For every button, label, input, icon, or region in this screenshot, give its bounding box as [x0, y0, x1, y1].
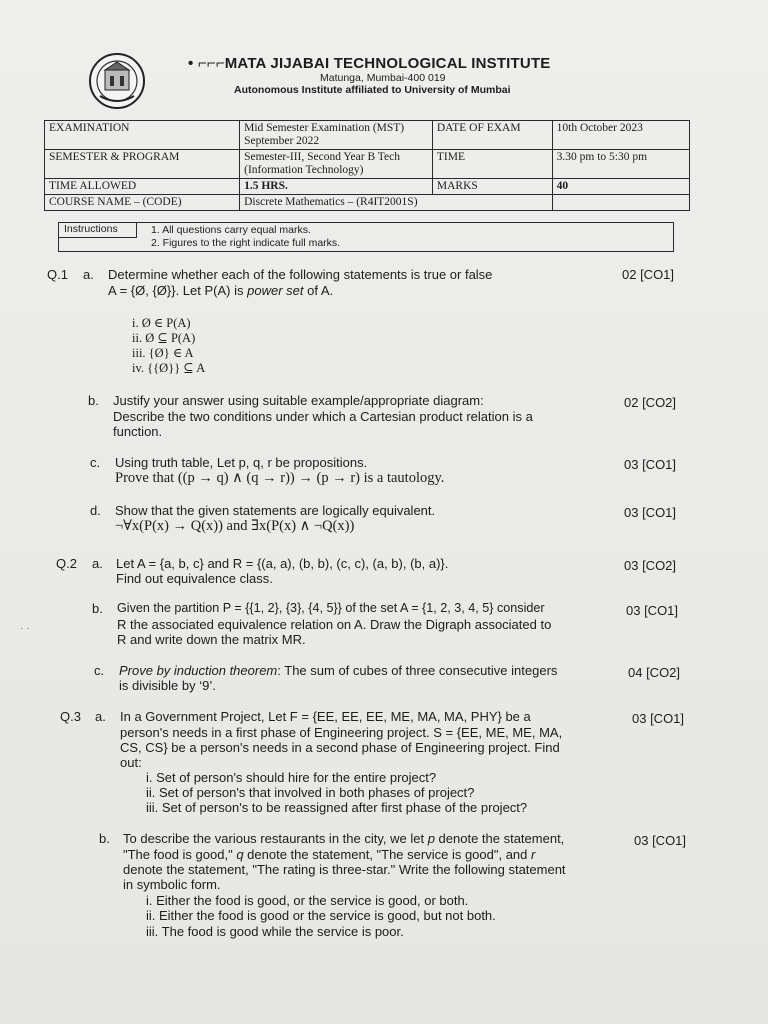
- question-text-part: "The food is good,": [123, 847, 237, 862]
- question-text-part: : The sum of cubes of three consecutive integers: [277, 663, 558, 678]
- question-text: [123, 847, 535, 862]
- table-row: [45, 195, 690, 211]
- question-number: Q.3: [60, 709, 81, 724]
- question-text: denote the statement, "The rating is three-star." Write the following statement: [123, 862, 566, 877]
- question-text: out:: [120, 755, 142, 770]
- instruction-item: 1. All questions carry equal marks.: [151, 224, 311, 236]
- question-marks: 02 [CO2]: [624, 395, 677, 410]
- question-text: in symbolic form.: [123, 877, 221, 892]
- variable-p: p: [427, 831, 435, 846]
- time-allowed-value: 1.5 HRS.: [240, 179, 433, 195]
- institute-affiliation: Autonomous Institute affiliated to University of Mumbai: [234, 84, 511, 96]
- question-text: CS, CS} be a person's needs in a second phase of Engineering project. Find: [120, 740, 560, 755]
- sub-item: i. Ø ∈ P(A): [132, 316, 191, 330]
- question-text: Describe the two conditions under which a Cartesian product relation is a: [113, 409, 533, 424]
- question-text: [123, 831, 564, 846]
- table-row: [45, 121, 690, 150]
- sub-item: ii. Either the food is good or the service is good, but not both.: [146, 908, 496, 923]
- question-text-part: denote the statement,: [434, 831, 565, 846]
- sub-item: iii. Set of person's to be reassigned after first phase of the project?: [146, 800, 528, 815]
- variable-q: q: [236, 847, 244, 862]
- sub-item: ii. Ø ⊆ P(A): [132, 331, 196, 345]
- question-text: Show that the given statements are logically equivalent.: [115, 503, 436, 518]
- question-letter: a.: [92, 556, 103, 571]
- time-value: 3.30 pm to 5:30 pm: [552, 150, 689, 179]
- question-marks: 03 [CO1]: [624, 505, 677, 520]
- examination-label: EXAMINATION: [45, 121, 240, 150]
- question-letter: d.: [90, 503, 101, 518]
- question-text-emphasis: power set: [247, 283, 304, 298]
- question-text-part: A = {Ø, {Ø}}. Let P(A) is: [108, 283, 248, 298]
- question-text: Determine whether each of the following statements is true or false: [108, 267, 493, 282]
- question-text: Given the partition P = {{1, 2}, {3}, {4, 5}} of the set A = {1, 2, 3, 4, 5} consider: [117, 601, 545, 615]
- question-text-part: denote the statement, "The service is good", and: [243, 847, 532, 862]
- empty-cell: [552, 195, 689, 211]
- instruction-item: 2. Figures to the right indicate full marks.: [151, 237, 341, 249]
- sub-item: i. Set of person's should hire for the entire project?: [146, 770, 437, 785]
- examination-value: Mid Semester Examination (MST) September 2022: [240, 121, 433, 150]
- time-allowed-label: TIME ALLOWED: [45, 179, 240, 195]
- question-formula: Prove that ((p → q) ∧ (q → r)) → (p → r) is a tautology.: [115, 470, 445, 486]
- variable-r: r: [531, 847, 536, 862]
- question-letter: c.: [94, 663, 105, 678]
- table-row: [45, 150, 690, 179]
- question-marks: 03 [CO2]: [624, 558, 677, 573]
- question-text: [119, 663, 557, 678]
- question-text: Find out equivalence class.: [116, 571, 273, 586]
- date-label: DATE OF EXAM: [432, 121, 552, 150]
- sub-item: iv. {{Ø}} ⊆ A: [132, 361, 206, 375]
- question-marks: 04 [CO2]: [628, 665, 681, 680]
- semester-label: SEMESTER & PROGRAM: [45, 150, 240, 179]
- question-text: Justify your answer using suitable example/appropriate diagram:: [113, 393, 484, 408]
- question-marks: 02 [CO1]: [622, 267, 675, 282]
- question-text-emphasis: Prove by induction theorem: [119, 663, 278, 678]
- question-marks: 03 [CO1]: [634, 833, 687, 848]
- instructions-box: [58, 222, 674, 252]
- question-number: Q.2: [56, 556, 77, 571]
- marks-value: 40: [552, 179, 689, 195]
- question-text: R and write down the matrix MR.: [117, 632, 306, 647]
- sub-item: ii. Set of person's that involved in both phases of project?: [146, 785, 475, 800]
- sub-item: i. Either the food is good, or the service is good, or both.: [146, 893, 469, 908]
- course-label: COURSE NAME – (CODE): [45, 195, 240, 211]
- question-letter: a.: [95, 709, 106, 724]
- sub-item: iii. The food is good while the service is poor.: [146, 924, 404, 939]
- scan-speck: · ·: [20, 623, 30, 634]
- question-marks: 03 [CO1]: [626, 603, 679, 618]
- question-text: In a Government Project, Let F = {EE, EE, EE, ME, MA, MA, PHY} be a: [120, 709, 531, 724]
- question-text: [108, 283, 333, 298]
- question-letter: b.: [99, 831, 110, 846]
- question-text: person's needs in a first phase of Engineering project. S = {EE, ME, ME, MA,: [120, 725, 563, 740]
- course-value: Discrete Mathematics – (R4IT2001S): [240, 195, 553, 211]
- question-text: is divisible by ‘9’.: [119, 678, 216, 693]
- question-number: Q.1: [47, 267, 68, 282]
- date-value: 10th October 2023: [552, 121, 689, 150]
- question-marks: 03 [CO1]: [632, 711, 685, 726]
- institute-address: Matunga, Mumbai-400 019: [320, 72, 446, 84]
- question-formula: ¬∀x(P(x) → Q(x)) and ∃x(P(x) ∧ ¬Q(x)): [115, 518, 355, 534]
- question-text-part: of A.: [303, 283, 334, 298]
- question-text: R the associated equivalence relation on A. Draw the Digraph associated to: [117, 617, 552, 632]
- semester-value: Semester-III, Second Year B Tech (Information Technology): [240, 150, 433, 179]
- institute-seal-icon: [88, 52, 146, 110]
- question-text: function.: [113, 424, 163, 439]
- question-marks: 03 [CO1]: [624, 457, 677, 472]
- time-label: TIME: [432, 150, 552, 179]
- sub-item: iii. {Ø} ∈ A: [132, 346, 194, 360]
- institute-name: • ⌐⌐⌐MATA JIJABAI TECHNOLOGICAL INSTITUTE: [188, 55, 551, 72]
- question-letter: c.: [90, 455, 101, 470]
- question-letter: b.: [92, 601, 103, 616]
- question-letter: a.: [83, 267, 94, 282]
- question-letter: b.: [88, 393, 99, 408]
- question-text-part: To describe the various restaurants in the city, we let: [123, 831, 428, 846]
- instructions-label: Instructions: [59, 223, 137, 238]
- table-row: [45, 179, 690, 195]
- question-text: Using truth table, Let p, q, r be propositions.: [115, 455, 368, 470]
- marks-label: MARKS: [432, 179, 552, 195]
- exam-details-table: [44, 120, 690, 211]
- question-text: Let A = {a, b, c} and R = {(a, a), (b, b), (c, c), (a, b), (b, a)}.: [116, 556, 449, 571]
